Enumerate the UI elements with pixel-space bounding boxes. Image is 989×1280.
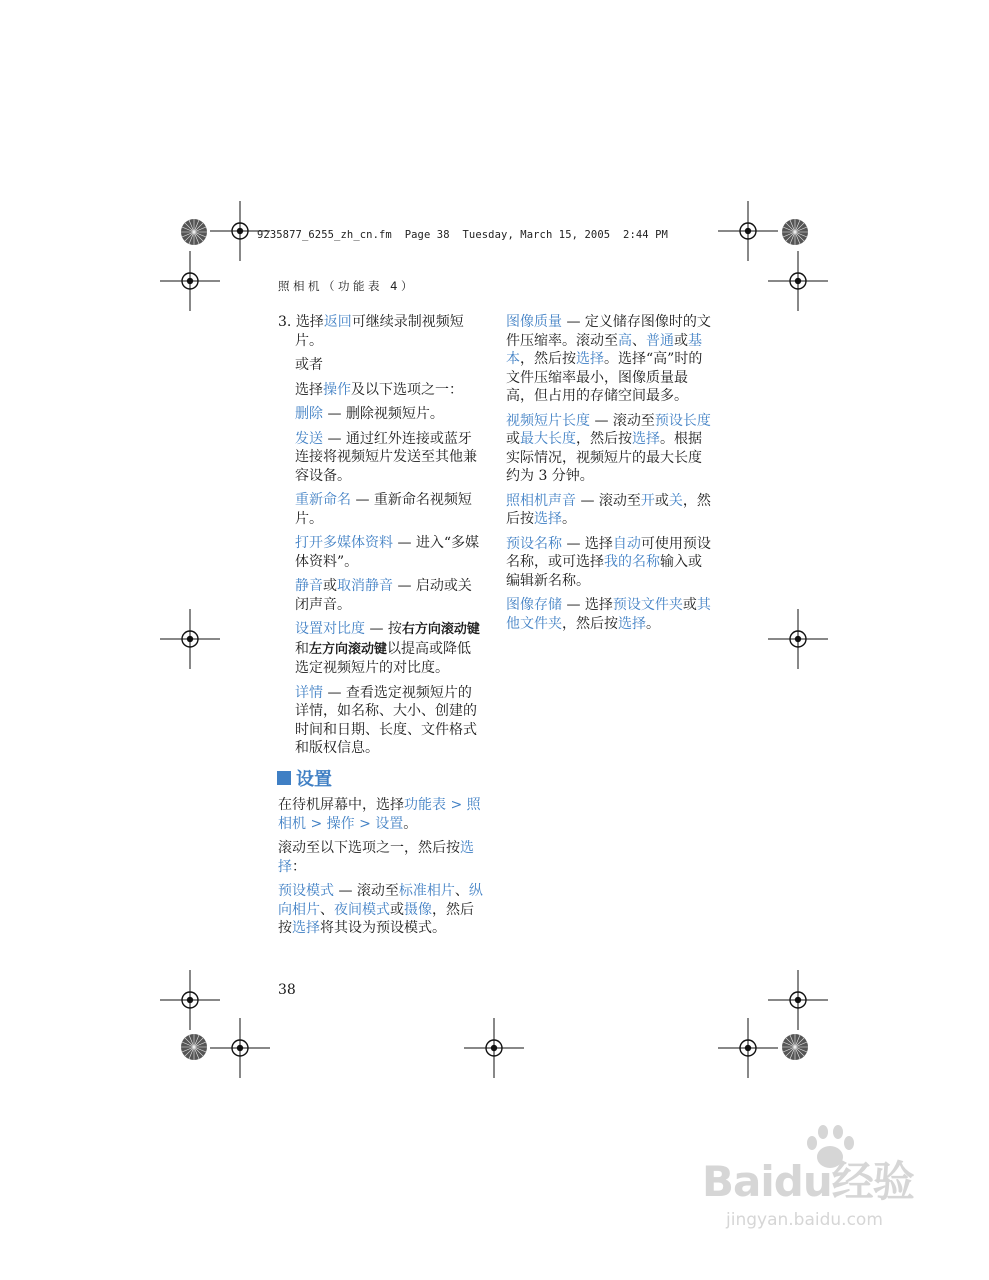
option-default-name: 预设名称 — 选择自动可使用预设名称，或可选择我的名称输入或编辑新名称。: [506, 535, 711, 589]
mute-link[interactable]: 静音: [295, 578, 323, 594]
option-camera-sound: 照相机声音 — 滚动至开或关，然后按选择。: [506, 492, 711, 527]
settings-section: [278, 796, 483, 944]
off-link[interactable]: 关: [668, 492, 683, 509]
or-text: 或者: [295, 357, 323, 373]
night-mode-link[interactable]: 夜间模式: [334, 901, 390, 918]
reg-mark-bottom-right: [718, 1018, 778, 1078]
basic-link[interactable]: 基本: [506, 332, 702, 367]
reg-mark-left-lower: [160, 970, 220, 1030]
my-name-link[interactable]: 我的名称: [604, 554, 660, 570]
send-link[interactable]: 发送: [295, 430, 323, 447]
other-folder-link[interactable]: 其他文件夹: [506, 597, 711, 632]
option-rename: 重新命名 — 重新命名视频短片。: [295, 492, 472, 527]
reg-mark-left-upper: [160, 251, 220, 311]
right-column: [506, 313, 713, 639]
back-link[interactable]: 返回: [323, 314, 352, 330]
unmute-link[interactable]: 取消静音: [337, 578, 393, 594]
open-gallery-link[interactable]: 打开多媒体资料: [295, 535, 393, 551]
baidu-watermark: [700, 1135, 940, 1245]
delete-link[interactable]: 删除: [295, 406, 323, 422]
running-head: 照相机（功能表 4）: [278, 279, 416, 293]
watermark-logo: Baidu经验: [702, 1157, 914, 1206]
rename-link[interactable]: 重新命名: [295, 492, 351, 508]
select-link[interactable]: 选择: [278, 840, 474, 875]
settings-path: 在待机屏幕中，选择功能表 > 照相机 > 操作 > 设置。: [278, 797, 481, 832]
option-delete: 删除 — 删除视频短片。: [295, 406, 444, 422]
select-link-4[interactable]: 选择: [632, 431, 660, 447]
left-scroll-key: 左方向滚动键: [309, 641, 388, 657]
right-scroll-key: 右方向滚动键: [401, 622, 480, 637]
standard-photo-link[interactable]: 标准相片: [398, 883, 455, 899]
default-name-link[interactable]: 预设名称: [506, 535, 562, 552]
left-column: [278, 313, 483, 764]
star-target-top-right: [782, 219, 808, 245]
max-length-link[interactable]: 最大长度: [520, 431, 576, 447]
step-3: 3. 选择返回可继续录制视频短片。: [278, 314, 464, 349]
menu-link[interactable]: 功能表: [404, 797, 446, 813]
star-target-top-left: [181, 219, 207, 245]
select-options-text: 选择操作及以下选项之一：: [295, 381, 463, 398]
on-link[interactable]: 开: [640, 492, 655, 509]
operations-link[interactable]: 操作: [326, 815, 355, 832]
reg-mark-top-right: [718, 201, 778, 261]
option-image-quality: 图像质量 — 定义储存图像时的文件压缩率。滚动至高、普通或基本，然后按选择。选择“高”时的文件压缩率最小，图像质量最高，但占用的存储空间最多。: [506, 314, 711, 404]
settings-scroll-text: 滚动至以下选项之一，然后按选择：: [278, 840, 474, 875]
portrait-photo-link[interactable]: 纵向相片: [278, 883, 483, 918]
camera-sound-link[interactable]: 照相机声音: [506, 492, 576, 509]
page-number: 38: [278, 982, 296, 998]
step-number: 3.: [278, 314, 292, 330]
video-length-link[interactable]: 视频短片长度: [506, 412, 590, 429]
star-target-bottom-right: [782, 1034, 808, 1060]
reg-mark-right-upper: [768, 251, 828, 311]
option-open-gallery: 打开多媒体资料 — 进入“多媒体资料”。: [295, 535, 480, 570]
heading-square-icon: [277, 771, 291, 785]
option-image-storage: 图像存储 — 选择预设文件夹或其他文件夹，然后按选择。: [506, 597, 711, 632]
option-video-length: 视频短片长度 — 滚动至预设长度或最大长度，然后按选择。根据实际情况，视频短片的最大长度约为 3 分钟。: [506, 412, 711, 484]
select-link-2[interactable]: 选择: [292, 920, 320, 936]
auto-link[interactable]: 自动: [612, 535, 641, 552]
watermark-url: jingyan.baidu.com: [726, 1210, 883, 1230]
star-target-bottom-left: [181, 1034, 207, 1060]
reg-mark-bottom-left: [210, 1018, 270, 1078]
step-3-options: [278, 356, 483, 758]
camera-link[interactable]: 照相机: [278, 797, 481, 832]
options-link[interactable]: 操作: [323, 381, 351, 398]
contrast-link[interactable]: 设置对比度: [295, 621, 365, 637]
option-details: 详情 — 查看选定视频短片的详情，如名称、大小、创建的时间和日期、长度、文件格式和版权信息。: [295, 684, 477, 756]
video-link[interactable]: 摄像: [404, 901, 432, 918]
reg-mark-right-mid: [768, 609, 828, 669]
reg-mark-right-lower: [768, 970, 828, 1030]
option-mute: 静音或取消静音 — 启动或关闭声音。: [295, 578, 472, 613]
select-link-6[interactable]: 选择: [618, 615, 646, 632]
reg-mark-left-mid: [160, 609, 220, 669]
default-folder-link[interactable]: 预设文件夹: [612, 597, 683, 613]
high-link[interactable]: 高: [618, 332, 632, 349]
default-mode-link[interactable]: 预设模式: [278, 883, 334, 899]
image-quality-link[interactable]: 图像质量: [506, 314, 562, 330]
option-default-mode: 预设模式 — 滚动至标准相片、纵向相片、夜间模式或摄像，然后按选择将其设为预设模式。: [278, 883, 483, 936]
image-storage-link[interactable]: 图像存储: [506, 597, 562, 613]
select-link-3[interactable]: 选择: [576, 351, 604, 367]
option-send: 发送 — 通过红外连接或蓝牙连接将视频短片发送至其他兼容设备。: [295, 430, 477, 484]
normal-link[interactable]: 普通: [646, 332, 674, 349]
details-link[interactable]: 详情: [295, 684, 323, 701]
option-contrast: 设置对比度 — 按右方向滚动键和左方向滚动键以提高或降低选定视频短片的对比度。: [295, 621, 480, 676]
select-link-5[interactable]: 选择: [534, 511, 562, 527]
default-length-link[interactable]: 预设长度: [654, 412, 711, 429]
file-info-line: 9235877_6255_zh_cn.fm Page 38 Tuesday, March 15, 2005 2:44 PM: [257, 229, 668, 241]
reg-mark-bottom-center: [464, 1018, 524, 1078]
settings-link[interactable]: 设置: [375, 815, 404, 832]
settings-heading: 设置: [277, 765, 332, 791]
